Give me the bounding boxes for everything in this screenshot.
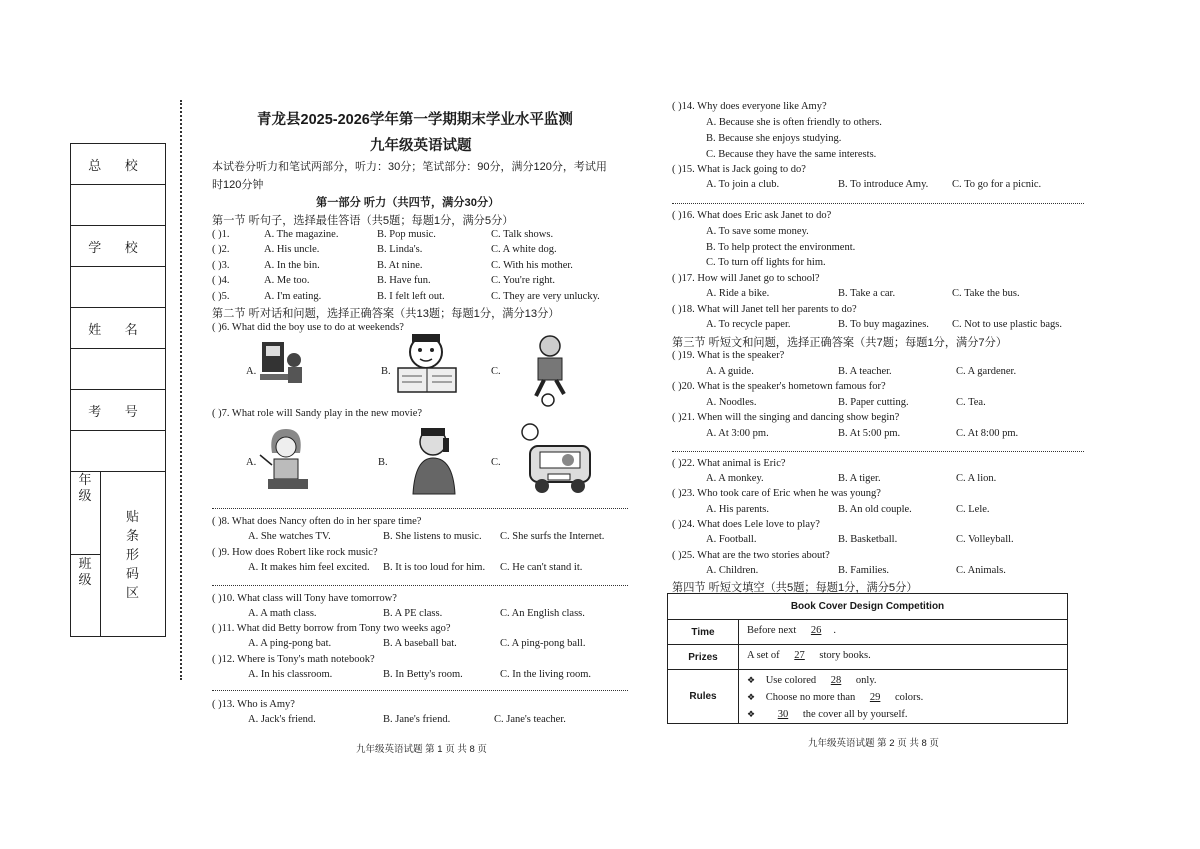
option-b: B. A baseball bat.	[383, 638, 457, 649]
option-c: C. Because they have the same interests.	[706, 149, 877, 160]
question-21: ( )21. When will the singing and dancing show begin?	[672, 412, 900, 423]
prizes-end: story books.	[819, 650, 871, 661]
option-a: A. In his classroom.	[248, 669, 333, 680]
option-b: B. A tiger.	[838, 473, 881, 484]
option-a: A. Me too.	[264, 275, 310, 286]
prizes-label: Prizes	[668, 645, 739, 669]
class-label: 班级	[78, 556, 92, 587]
grade-label: 年级	[78, 472, 92, 503]
page-footer: 九年级英语试题 第 2 页 共 8 页	[808, 738, 939, 749]
question-23: ( )23. Who took care of Eric when he was young?	[672, 488, 881, 499]
question-18: ( )18. What will Janet tell her parents to do?	[672, 304, 857, 315]
option-b: B. At nine.	[377, 260, 423, 271]
option-c: C. Volleyball.	[956, 534, 1014, 545]
rule-2	[747, 689, 923, 706]
option-c: C. A ping-pong ball.	[500, 638, 586, 649]
option-b: B. Jane's friend.	[383, 714, 451, 725]
exam-number-field[interactable]	[71, 431, 165, 472]
boy-football-picture	[520, 332, 580, 408]
taxi-driver-picture	[518, 420, 598, 498]
question-19: ( )19. What is the speaker?	[672, 350, 785, 361]
bullet-icon: ❖	[747, 692, 756, 702]
option-b: B. To buy magazines.	[838, 319, 929, 330]
divider	[212, 585, 628, 586]
time-text: Before next	[747, 625, 797, 636]
option-c: C. Jane's teacher.	[494, 714, 566, 725]
student-info-table	[70, 143, 166, 637]
question-8: ( )8. What does Nancy often do in her spare time?	[212, 516, 422, 527]
option-b: B. At 5:00 pm.	[838, 428, 901, 439]
barcode-area[interactable]	[100, 472, 165, 636]
question-number: ( )5.	[212, 291, 230, 302]
question-25: ( )25. What are the two stories about?	[672, 550, 830, 561]
school-district-field[interactable]	[71, 185, 165, 226]
section-heading: 第一节 听句子，选择最佳答语（共5题；每题1分，满分5分）	[212, 215, 514, 227]
divider	[672, 203, 1084, 204]
school-district-label: 总 校	[71, 144, 165, 185]
school-field[interactable]	[71, 267, 165, 308]
option-a: A. She watches TV.	[248, 531, 331, 542]
bullet-icon: ❖	[747, 709, 756, 719]
page-title: 青龙县2025-2026学年第一学期期末学业水平监测	[257, 112, 573, 128]
question-12: ( )12. Where is Tony's math notebook?	[212, 654, 375, 665]
rule-text: Use colored	[765, 675, 817, 686]
option-b: B. A teacher.	[838, 366, 892, 377]
option-b: B. In Betty's room.	[383, 669, 463, 680]
pic-option-c: C.	[491, 366, 501, 377]
option-a: A. The magazine.	[264, 229, 339, 240]
page-footer: 九年级英语试题 第 1 页 共 8 页	[356, 744, 487, 755]
question-number: ( )1.	[212, 229, 230, 240]
option-b: B. Because she enjoys studying.	[706, 133, 842, 144]
question-16: ( )16. What does Eric ask Janet to do?	[672, 210, 832, 221]
question-13: ( )13. Who is Amy?	[212, 699, 295, 710]
option-b: B. I felt left out.	[377, 291, 445, 302]
prizes-text: A set of	[747, 650, 780, 661]
fill-in-table	[667, 593, 1068, 724]
question-17: ( )17. How will Janet go to school?	[672, 273, 820, 284]
option-a: A. Noodles.	[706, 397, 757, 408]
option-c: C. He can't stand it.	[500, 562, 583, 573]
question-15: ( )15. What is Jack going to do?	[672, 164, 806, 175]
option-b: B. It is too loud for him.	[383, 562, 486, 573]
option-b: B. Families.	[838, 565, 890, 576]
option-b: B. Basketball.	[838, 534, 898, 545]
option-c: C. With his mother.	[491, 260, 573, 271]
divider	[71, 554, 100, 555]
question-20: ( )20. What is the speaker's hometown famous for?	[672, 381, 886, 392]
fold-line	[180, 100, 182, 680]
option-c: C. In the living room.	[500, 669, 591, 680]
table-row-time	[668, 620, 1067, 645]
blank-30[interactable]: 30	[777, 709, 789, 720]
school-label: 学 校	[71, 226, 165, 267]
option-c: C. They are very unlucky.	[491, 291, 600, 302]
option-a: A. A monkey.	[706, 473, 764, 484]
blank-27[interactable]: 27	[794, 650, 805, 661]
rule-end: only.	[855, 675, 877, 686]
name-label: 姓 名	[71, 308, 165, 349]
option-c: C. At 8:00 pm.	[956, 428, 1019, 439]
rules-cell	[747, 672, 923, 723]
option-c: C. She surfs the Internet.	[500, 531, 605, 542]
question-9: ( )9. How does Robert like rock music?	[212, 547, 378, 558]
question-6: ( )6. What did the boy use to do at weekends?	[212, 322, 404, 333]
rule-3	[747, 706, 923, 723]
option-a: A. Ride a bike.	[706, 288, 770, 299]
man-newspaper-picture	[392, 332, 462, 394]
table-row-prizes	[668, 645, 1067, 670]
bullet-icon: ❖	[747, 675, 756, 685]
question-22: ( )22. What animal is Eric?	[672, 458, 786, 469]
option-c: C. A lion.	[956, 473, 997, 484]
section-heading: 第三节 听短文和问题，选择正确答案（共7题；每题1分，满分7分）	[672, 337, 1008, 349]
page-subtitle: 九年级英语试题	[370, 138, 472, 154]
option-c: C. Not to use plastic bags.	[952, 319, 1062, 330]
option-c: C. Take the bus.	[952, 288, 1020, 299]
option-c: C. Animals.	[956, 565, 1006, 576]
time-end: .	[833, 625, 837, 636]
boy-computer-picture	[258, 338, 308, 386]
question-number: ( )4.	[212, 275, 230, 286]
exam-number-label: 考 号	[71, 390, 165, 431]
option-b: B. A PE class.	[383, 608, 443, 619]
table-row-rules	[668, 670, 1067, 723]
divider	[672, 451, 1084, 452]
section-heading: 第四节 听短文填空（共5题；每题1分，满分5分）	[672, 582, 918, 594]
rule-end: the cover all by yourself.	[802, 709, 908, 720]
option-a: A. A ping-pong bat.	[248, 638, 332, 649]
option-a: A. A math class.	[248, 608, 317, 619]
part-heading: 第一部分 听力（共四节，满分30分）	[316, 197, 500, 209]
option-a: A. To save some money.	[706, 226, 809, 237]
question-14: ( )14. Why does everyone like Amy?	[672, 101, 827, 112]
option-c: C. A gardener.	[956, 366, 1017, 377]
option-a: A. A guide.	[706, 366, 754, 377]
option-b: B. She listens to music.	[383, 531, 482, 542]
option-b: B. To introduce Amy.	[838, 179, 929, 190]
pic-option-a: A.	[246, 366, 257, 377]
option-a: A. To join a club.	[706, 179, 780, 190]
question-number: ( )3.	[212, 260, 230, 271]
option-b: B. Have fun.	[377, 275, 431, 286]
option-a: A. In the bin.	[264, 260, 320, 271]
option-c: C. To go for a picnic.	[952, 179, 1042, 190]
option-c: C. Talk shows.	[491, 229, 554, 240]
question-24: ( )24. What does Lele love to play?	[672, 519, 820, 530]
intro-text: 时120分钟	[212, 179, 264, 191]
pic-option-b: B.	[381, 366, 391, 377]
option-a: A. His uncle.	[264, 244, 320, 255]
option-a: A. Football.	[706, 534, 757, 545]
option-a: A. To recycle paper.	[706, 319, 791, 330]
rule-end: colors.	[894, 692, 924, 703]
blank-29[interactable]: 29	[869, 692, 881, 703]
section-heading: 第二节 听对话和问题，选择正确答案（共13题；每题1分，满分13分）	[212, 308, 560, 320]
option-c: C. An English class.	[500, 608, 585, 619]
rules-label: Rules	[668, 670, 739, 723]
barcode-label: 贴条形码区	[125, 508, 139, 600]
option-a: A. I'm eating.	[264, 291, 322, 302]
girl-reading-picture	[258, 425, 314, 493]
man-phone-picture	[403, 424, 467, 496]
time-cell	[747, 625, 836, 636]
intro-text: 本试卷分听力和笔试两部分，听力：30分；笔试部分：90分，满分120分，考试用	[212, 161, 607, 173]
option-c: C. To turn off lights for him.	[706, 257, 826, 268]
option-a: A. It makes him feel excited.	[248, 562, 370, 573]
name-field[interactable]	[71, 349, 165, 390]
grade-class-barcode	[71, 472, 165, 636]
option-b: B. Take a car.	[838, 288, 896, 299]
option-a: A. Jack's friend.	[248, 714, 316, 725]
option-b: B. An old couple.	[838, 504, 912, 515]
pic-option-c: C.	[491, 457, 501, 468]
table-title: Book Cover Design Competition	[668, 594, 1067, 620]
question-number: ( )2.	[212, 244, 230, 255]
time-label: Time	[668, 620, 739, 644]
option-a: A. His parents.	[706, 504, 769, 515]
option-a: A. Because she is often friendly to others.	[706, 117, 882, 128]
blank-28[interactable]: 28	[830, 675, 842, 686]
rule-1	[747, 672, 923, 689]
option-b: B. Pop music.	[377, 229, 436, 240]
pic-option-a: A.	[246, 457, 257, 468]
option-a: A. Children.	[706, 565, 759, 576]
option-b: B. To help protect the environment.	[706, 242, 856, 253]
option-a: A. At 3:00 pm.	[706, 428, 769, 439]
option-c: C. A white dog.	[491, 244, 557, 255]
option-c: C. Lele.	[956, 504, 990, 515]
divider	[212, 690, 628, 691]
option-b: B. Linda's.	[377, 244, 423, 255]
prizes-cell	[747, 650, 871, 661]
option-b: B. Paper cutting.	[838, 397, 909, 408]
question-11: ( )11. What did Betty borrow from Tony two weeks ago?	[212, 623, 451, 634]
rule-text: Choose no more than	[765, 692, 856, 703]
blank-26[interactable]: 26	[810, 625, 822, 636]
question-7: ( )7. What role will Sandy play in the new movie?	[212, 408, 423, 419]
question-10: ( )10. What class will Tony have tomorrow?	[212, 593, 397, 604]
pic-option-b: B.	[378, 457, 388, 468]
option-c: C. You're right.	[491, 275, 556, 286]
divider	[212, 508, 628, 509]
option-c: C. Tea.	[956, 397, 986, 408]
